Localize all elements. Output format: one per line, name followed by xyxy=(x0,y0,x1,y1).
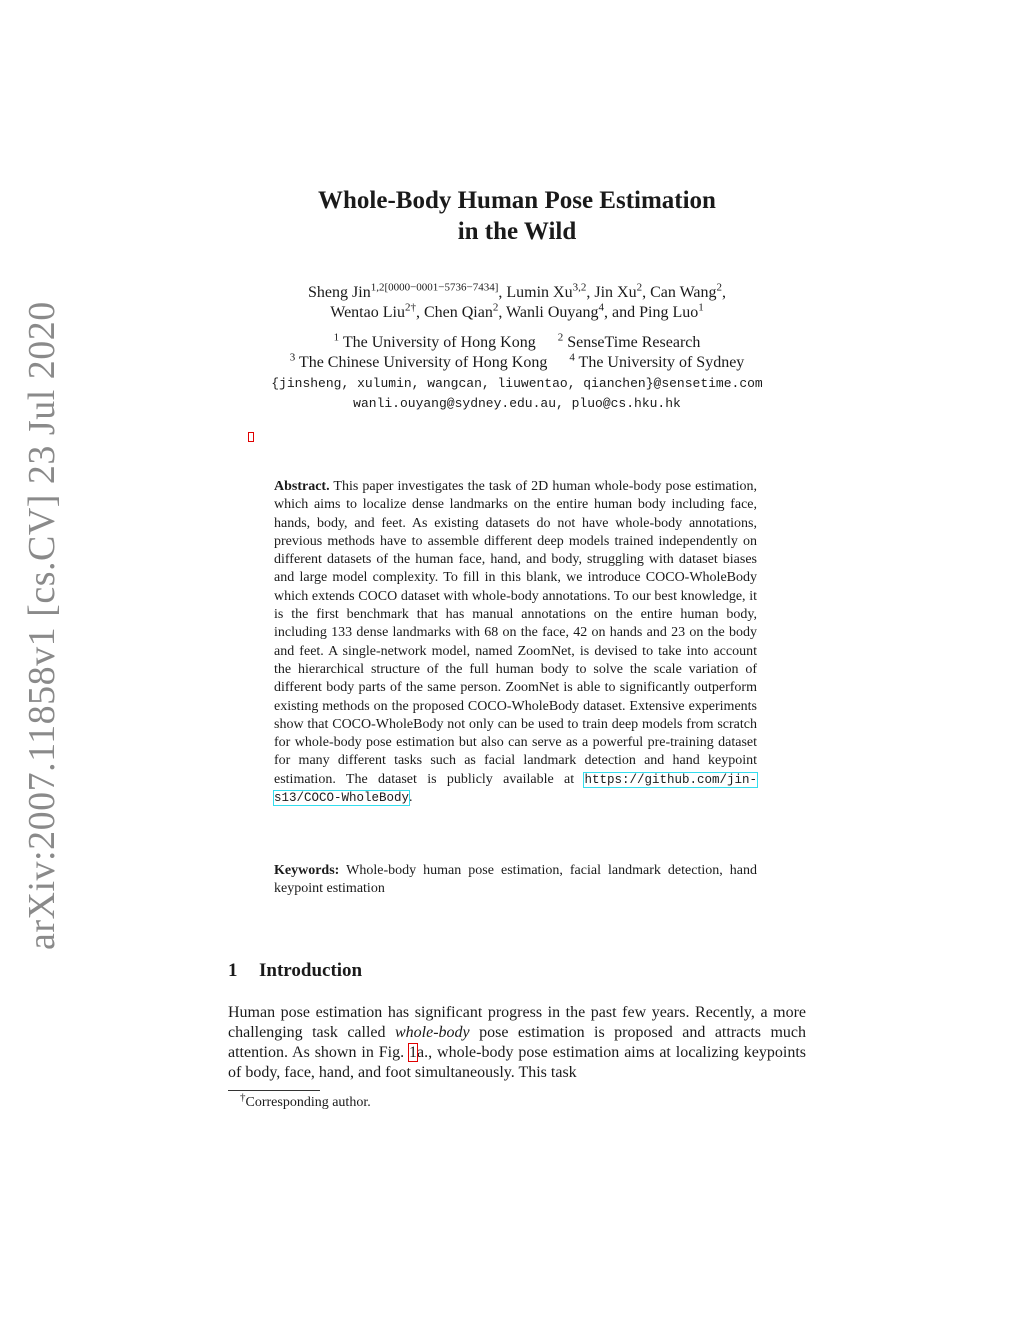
author-affiliation-mark: 4 xyxy=(598,301,604,314)
author-affiliation-mark: 2† xyxy=(404,301,416,314)
affiliation-mark: 3 xyxy=(289,351,296,364)
figure-reference-link[interactable]: 1 xyxy=(409,1044,418,1061)
intro-emphasis: whole-body xyxy=(395,1024,470,1041)
author-separator: , xyxy=(498,304,507,321)
abstract-text: This paper investigates the task of 2D human whole-body pose estimation, which aims to localize dense landmarks on the entire human body including face, hands, body, and feet. As existing datasets do not have whole-body annotations, previous methods have to assemble different deep models trained independently on different datasets of the human face, hand, and body, struggling with dataset biases and large model complexity. To fill in this blank, we introduce COCO-WholeBody which extends COCO dataset with whole-body annotations. To our best knowledge, it is the first benchmark that has manual annotations on the entire human body, including 133 dense landmarks with 68 on the face, 42 on hands and 23 on the body and feet. A single-network model, named ZoomNet, is devised to take into account the hierarchical structure of the full human body to solve the scale variation of different body parts of the same person. ZoomNet is able to significantly outperform existing methods on the proposed COCO-WholeBody dataset. Extensive experiments show that COCO-WholeBody not only can be used to train deep models from scratch for whole-body pose estimation but also can serve as a powerful pre-training dataset for many different tasks such as facial landmark detection and hand keypoint estimation. The dataset is publicly available at xyxy=(274,479,757,787)
author-name: Lumin Xu xyxy=(506,284,573,301)
author-name: Ping Luo xyxy=(639,304,699,321)
author-list xyxy=(228,283,806,323)
affiliation-mark: 2 xyxy=(557,331,564,344)
title-line-2: in the Wild xyxy=(457,218,577,245)
author-separator: , xyxy=(721,284,726,301)
author-name: Can Wang xyxy=(650,284,717,301)
affiliation-mark: 4 xyxy=(569,351,575,364)
section-title: Introduction xyxy=(259,960,363,981)
title-line-1: Whole-Body Human Pose Estimation xyxy=(318,187,716,214)
intro-text-2: pose estimation is proposed and attracts much attention. As shown in Fig. xyxy=(228,1024,807,1061)
author-affiliation-mark: 2 xyxy=(716,281,722,294)
keywords xyxy=(274,862,757,899)
email-line-1: {jinsheng, xulumin, wangcan, liuwentao, qianchen}@sensetime.com xyxy=(271,376,763,391)
email-line-2: wanli.ouyang@sydney.edu.au, pluo@cs.hku.hk xyxy=(353,396,681,411)
affiliation-name: The Chinese University of Hong Kong xyxy=(298,354,548,371)
section-number: 1 xyxy=(228,960,238,981)
keywords-text: Whole-body human pose estimation, facial landmark detection, hand keypoint estimation xyxy=(274,863,757,897)
affiliation-line-1 xyxy=(228,333,806,353)
affiliation-line-2 xyxy=(228,353,806,373)
author-emails xyxy=(228,374,806,414)
intro-paragraph xyxy=(228,1003,806,1083)
author-name: Wanli Ouyang xyxy=(506,304,599,321)
affiliation-mark: 1 xyxy=(333,331,340,344)
author-affiliation-mark: 3,2 xyxy=(572,281,587,294)
author-name: Jin Xu xyxy=(594,284,637,301)
abstract xyxy=(274,478,757,807)
author-affiliation-mark: 1,2[0000−0001−5736−7434] xyxy=(370,281,499,294)
author-separator: , xyxy=(642,284,651,301)
keywords-label: Keywords: xyxy=(274,863,340,878)
footnote-mark: † xyxy=(240,1091,246,1104)
affiliation-name: The University of Sydney xyxy=(578,354,745,371)
footnote-text: Corresponding author. xyxy=(245,1095,371,1110)
intro-text-1: Human pose estimation has significant progress in the past few years. Recently, a more challenging task called xyxy=(228,1004,806,1041)
affiliation-name: The University of Hong Kong xyxy=(342,334,536,351)
affiliation-name: SenseTime Research xyxy=(567,334,701,351)
author-name: Wentao Liu xyxy=(330,304,405,321)
intro-text-3: a., whole-body pose estimation aims at localizing keypoints of body, face, hand, and foot simultaneously. This task xyxy=(228,1044,807,1081)
author-name: Sheng Jin xyxy=(308,284,371,301)
footnote xyxy=(240,1091,371,1111)
author-separator: , and xyxy=(604,304,640,321)
author-separator: , xyxy=(586,284,595,301)
link-marker[interactable] xyxy=(248,432,254,442)
abstract-label: Abstract. xyxy=(274,479,330,494)
author-line-1 xyxy=(228,283,806,303)
arxiv-identifier: arXiv:2007.11858v1 [cs.CV] 23 Jul 2020 xyxy=(21,301,63,950)
abstract-tail: . xyxy=(409,790,413,806)
dataset-url-link[interactable]: https://github.com/jin-s13/COCO-WholeBody xyxy=(274,772,757,806)
author-affiliation-mark: 1 xyxy=(698,301,704,314)
author-separator: , xyxy=(498,284,507,301)
affiliations xyxy=(228,333,806,373)
paper-title xyxy=(228,185,806,247)
author-name: Chen Qian xyxy=(423,304,493,321)
author-separator: , xyxy=(415,304,424,321)
author-affiliation-mark: 2 xyxy=(492,301,499,314)
section-heading xyxy=(228,960,362,982)
author-affiliation-mark: 2 xyxy=(636,281,643,294)
author-line-2 xyxy=(228,303,806,323)
